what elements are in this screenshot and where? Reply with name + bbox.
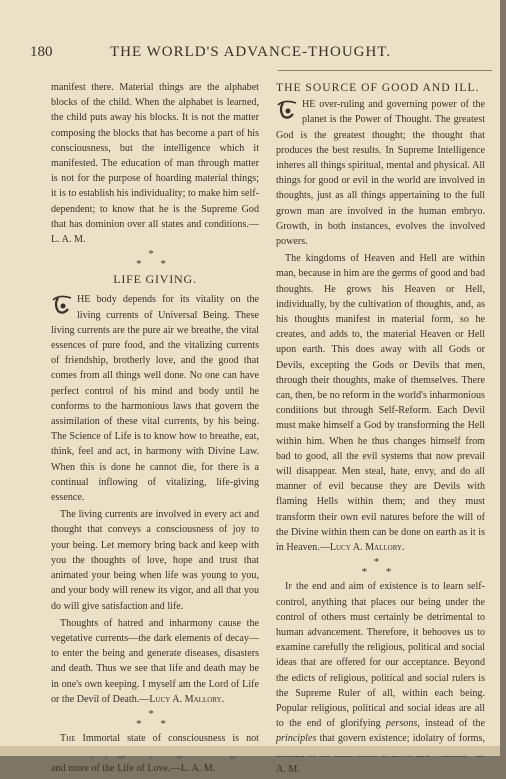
header-rule bbox=[278, 70, 492, 71]
ornamental-initial-icon bbox=[51, 294, 73, 316]
section-heading: THE SOURCE OF GOOD AND ILL. bbox=[276, 81, 480, 94]
running-title: THE WORLD'S ADVANCE-THOUGHT. bbox=[110, 44, 392, 60]
left-column bbox=[51, 80, 259, 779]
paragraph: If the end and aim of existence is to learn self-control, anything that places our being under the control of others must certainly be detrimental to human advancement. Therefore, it behooves us to examine carefully the religious, political and social ideas that are offered for our acceptance. Beyond the edicts of religious, political and social rulers is the Supreme Ruler of all, within each being. Popular religious, political and social ideas are all to the end of glorifying persons, instead of the principles that govern existence; idolatry of forms, A. M. bbox=[276, 581, 485, 775]
author-signature: Lucy A. Mallory. bbox=[149, 693, 225, 705]
page-edge bbox=[0, 746, 500, 756]
section-heading: LIFE GIVING. bbox=[113, 272, 197, 287]
paragraph: Thoughts of hatred and inharmony cause the vegetative currents—the dark elements of decay—to enter the being and generate diseases, disasters and death. Thus we see that life and death may be in one's own keeping. I myself am the Lord of Life or the Devil of Death.—Lucy A. Mallory. bbox=[51, 617, 259, 705]
paragraph: manifest there. Material things are the alphabet blocks of the child. When the alphabet is learned, the child puts away his blocks. It is not the matter composing the blocks that has become a part of his consciousness, but the intelligence which it manifested. The education of man through matter is not for the purpose of hoarding material things; it is to establish his individuality; to make him self-dependent; to know that he is the Supreme God that has dominion over all states and conditions.—L. A. M. bbox=[51, 82, 259, 246]
paragraph: HE over-ruling and governing power of the planet is the Power of Thought. The greatest God is the greatest thought; the thought that produces the best results. In Supreme Intelligence inheres all things spiritual, mental and physical. All things for good or evil in the world are involved in thoughts, just as all things appertaining to the full grown man are involved in the human embryo. Growth, in both instances, evolves the involved powers. bbox=[276, 99, 485, 248]
paragraph: The kingdoms of Heaven and Hell are within man, because in him are the germs of good and bad thoughts. He grows his Heaven or Hell, individually, by the cultivation of thoughts, and, as his thoughts manifest in material form, so he creates, and adds to, the material Heaven or Hell upon earth. This does away with all Gods or Devils, excepting the Gods or Devils that men, through their thoughts, make of themselves. There can, then, be no reform in the world's inharmonious conditions but through Self-Reform. Each Devil must make himself a God by transforming the Hell within him. When he thus changes himself from bad to good, all the evil systems that now prevail will disappear. Men steal, hate, envy, and do all manner of evil because they are Devils with flaming Hells within them; and they must transform their own evil natures before the will of the Divine within them can be done on earth as it is in Heaven.—Lucy A. Mallory. bbox=[276, 253, 485, 554]
page-header bbox=[30, 44, 474, 64]
section-ornament: * * * bbox=[136, 248, 174, 271]
section-ornament: * * * bbox=[136, 707, 174, 730]
paragraph: The living currents are involved in every act and thought that conveys a consciousness of joy to your being. Let memory bring back and keep with you the thoughts of love, hope and trust that animated your being when life was young to you, and your body will renew its vigor, and all that you do will give satisfaction and life. bbox=[51, 509, 259, 612]
section-ornament: * * * bbox=[361, 556, 400, 579]
right-column bbox=[276, 80, 485, 779]
paragraph: HE body depends for its vitality on the living currents of Universal Being. These living currents are the pure air we breathe, the vital essences of pure food, and the vitalizing currents of friendship, brotherly love, and the good that comes from all things well done. No one can have perfect control of his mind and body until he conforms to the harmonious laws that govern the assimilation of these vital currents, by his being. The Science of Life is to know how to breathe, eat, think, feel and act, in harmony with Divine Law. When this is done he cannot die, for there is a continual inflowing of vitalizing, life-giving essence. bbox=[51, 294, 259, 504]
author-signature: Lucy A. Mallory. bbox=[329, 542, 405, 554]
page-number: 180 bbox=[30, 44, 53, 60]
paragraph: The Immortal state of consciousness is not and more of the Life of Love.—L. A. M. bbox=[51, 732, 259, 775]
ornamental-initial-icon bbox=[276, 99, 298, 121]
